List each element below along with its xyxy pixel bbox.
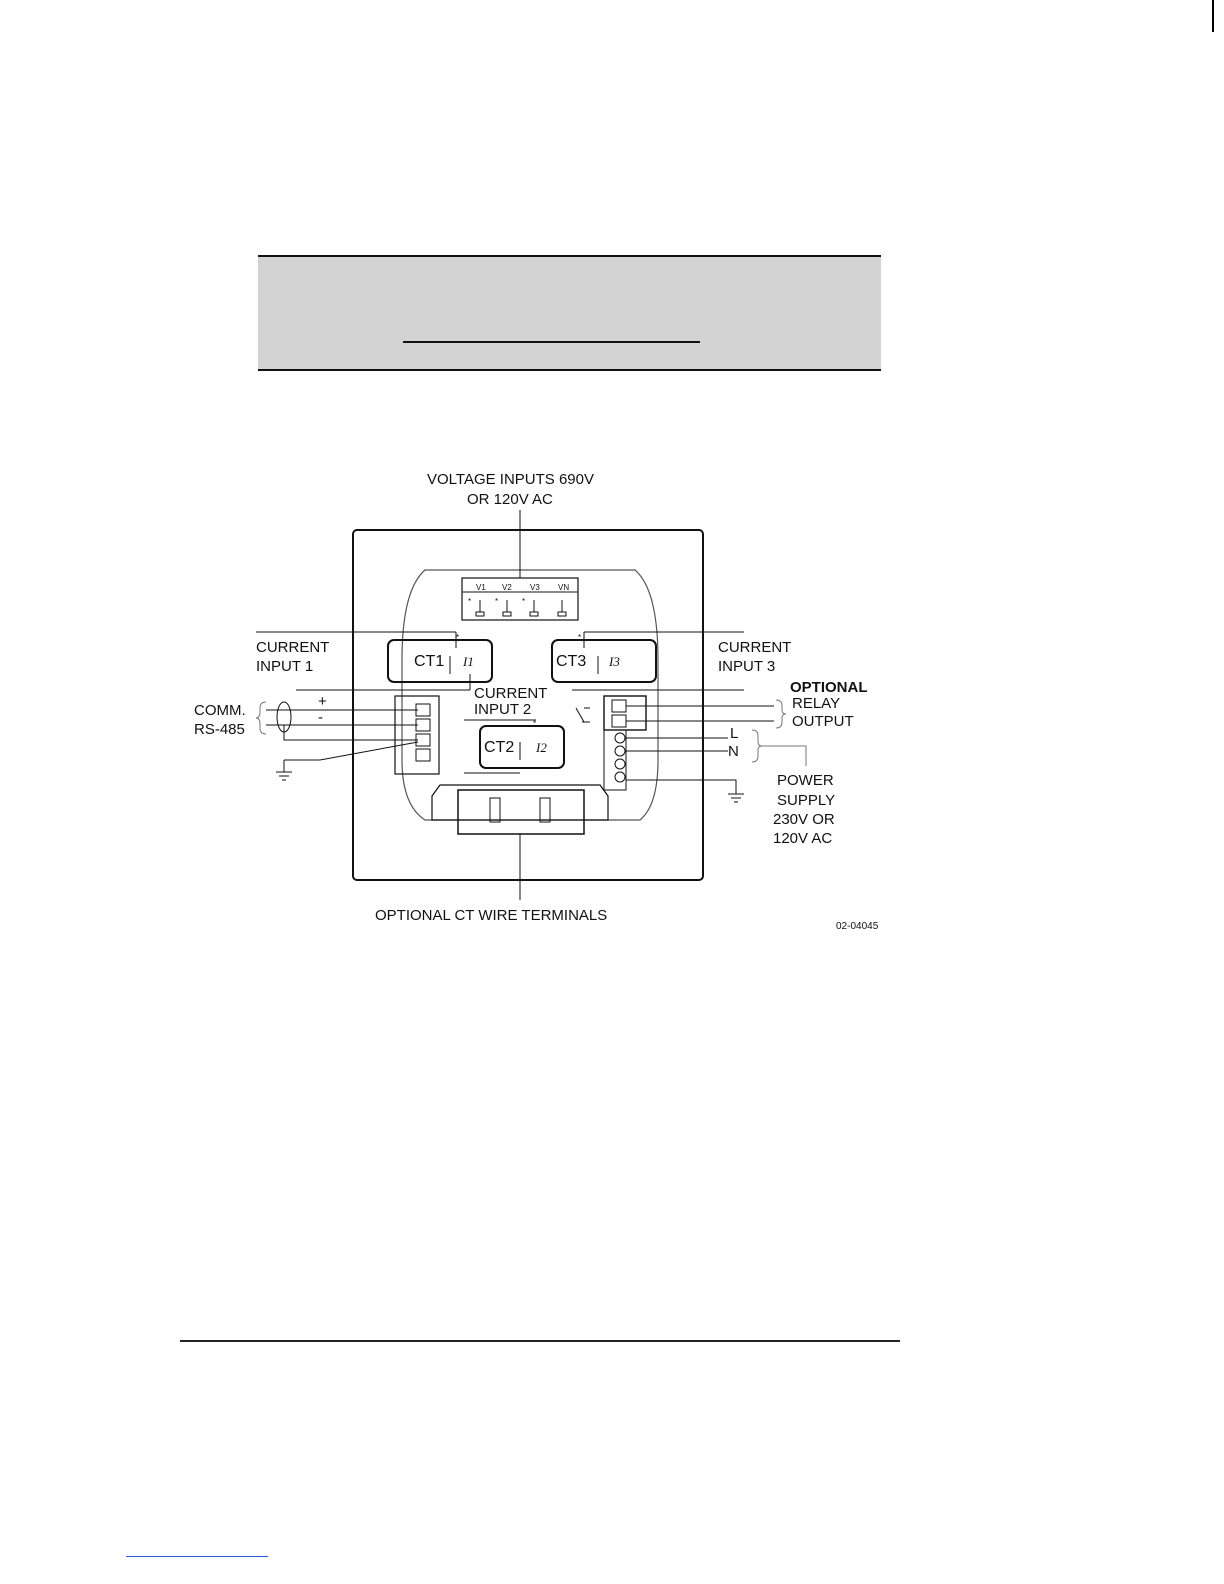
ct2-label: CT2	[484, 739, 515, 756]
voltage-inputs-label-2: OR 120V AC	[467, 491, 553, 508]
v2-star: *	[495, 597, 499, 606]
line-n-label: N	[728, 743, 739, 760]
header-banner	[258, 255, 881, 371]
power-terminals	[615, 733, 625, 782]
i1-label: I1	[463, 654, 474, 669]
voltage-pins	[476, 600, 566, 616]
relay-brace	[776, 700, 786, 728]
ct-terminal-slot-left	[490, 798, 500, 822]
optional-ct-terminals-label: OPTIONAL CT WIRE TERMINALS	[375, 907, 608, 924]
power-ground-icon	[728, 794, 744, 802]
ct1-star: *	[456, 633, 460, 642]
current-input-1-label-2: INPUT 1	[256, 658, 314, 675]
power-lead	[762, 746, 806, 766]
power-supply-label-2: SUPPLY	[777, 792, 836, 809]
v1-star: *	[468, 597, 472, 606]
ct-terminal-slot-right	[540, 798, 550, 822]
comm-label: COMM.	[194, 702, 246, 719]
current-input-3-label: CURRENT	[718, 639, 792, 656]
footer-link-underline[interactable]	[126, 1556, 268, 1557]
wiring-diagram	[180, 460, 900, 940]
power-supply-label: POWER	[777, 772, 834, 789]
ct2-star: *	[533, 719, 537, 728]
v2-label: V2	[502, 583, 512, 592]
power-supply-label-4: 120V AC	[773, 830, 833, 847]
comm-shield-wire	[284, 725, 418, 740]
banner-underline	[403, 341, 700, 343]
comm-terminals	[416, 704, 430, 761]
relay-terminal-block	[604, 696, 646, 730]
power-ground-wire	[626, 780, 736, 794]
ct3-star: *	[578, 633, 582, 642]
comm-brace	[256, 702, 266, 734]
i2-label: I2	[536, 740, 547, 755]
bottom-rule	[180, 1340, 900, 1342]
current-input-3-label-2: INPUT 3	[718, 658, 776, 675]
v1-label: V1	[476, 583, 486, 592]
relay-switch-icon	[576, 708, 590, 722]
comm-ground-icon	[276, 760, 292, 780]
comm-ground-wire	[284, 742, 418, 760]
vn-label: VN	[558, 583, 570, 592]
ct1-label: CT1	[414, 653, 445, 670]
ct3-label: CT3	[556, 653, 587, 670]
i3-label: I3	[609, 654, 620, 669]
power-supply-label-3: 230V OR	[773, 811, 835, 828]
relay-output-label: OUTPUT	[792, 713, 854, 730]
v3-label: V3	[530, 583, 540, 592]
figure-code: 02-04045	[836, 921, 879, 932]
relay-label: RELAY	[792, 695, 841, 712]
top-edge-rule	[1212, 0, 1214, 32]
relay-terminals	[612, 700, 626, 727]
current-input-2-label: CURRENT	[474, 685, 548, 702]
voltage-inputs-label: VOLTAGE INPUTS 690V	[427, 471, 594, 488]
power-brace	[752, 730, 762, 762]
comm-minus-label: -	[318, 709, 323, 726]
optional-label: OPTIONAL	[790, 679, 868, 696]
current-input-2-label-2: INPUT 2	[474, 701, 532, 718]
comm-plus-label: +	[318, 693, 327, 710]
ct-terminal-housing	[458, 790, 584, 834]
line-l-label: L	[730, 725, 739, 742]
v3-star: *	[522, 597, 526, 606]
comm-label-2: RS-485	[194, 721, 245, 738]
current-input-1-label: CURRENT	[256, 639, 330, 656]
